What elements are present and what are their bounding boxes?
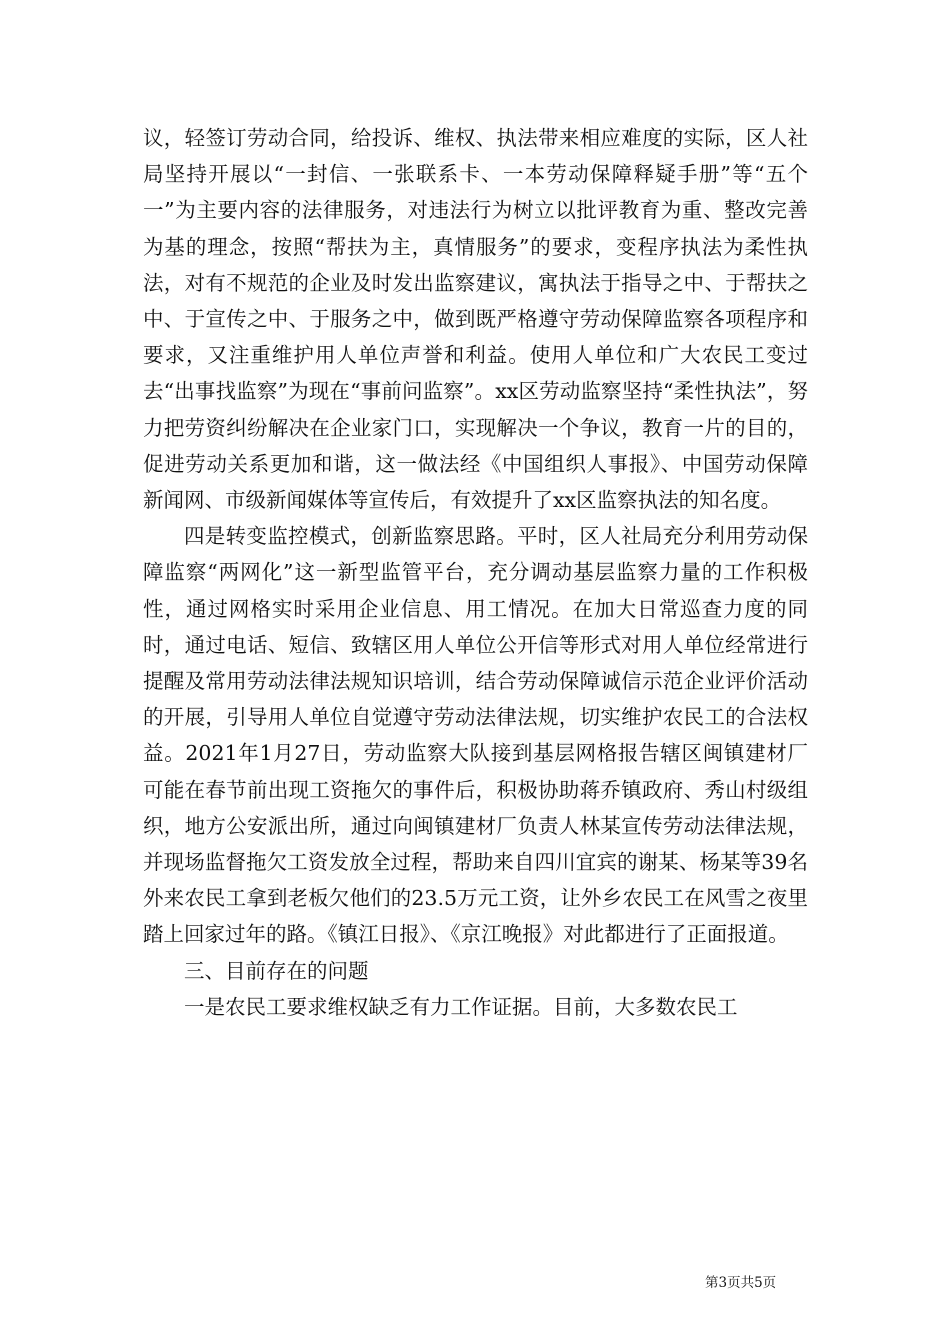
paragraph-point-four: 四是转变监控模式，创新监察思路。平时，区人社局充分利用劳动保障监察“两网化”这一新型监管平台，充分调动基层监察力量的工作积极性，通过网格实时采用企业信息、用工情况。在加大日常巡查力度的同时，通过电话、短信、致辖区用人单位公开信等形式对用人单位经常进行提醒及常用劳动法律法规知识培训，结合劳动保障诚信示范企业评价活动的开展，引导用人单位自觉遵守劳动法律法规，切实维护农民工的合法权益。2021年1月27日，劳动监察大队接到基层网格报告辖区闽镇建材厂可能在春节前出现工资拖欠的事件后，积极协助蒋乔镇政府、秀山村级组织，地方公安派出所，通过向闽镇建材厂负责人林某宣传劳动法律法规，并现场监督拖欠工资发放全过程，帮助来自四川宜宾的谢某、杨某等39名外来农民工拿到老板欠他们的23.5万元工资，让外乡农民工在风雪之夜里踏上回家过年的路。《镇江日报》、《京江晚报》对此都进行了正面报道。	[143, 524, 808, 947]
paragraph-point-one: 一是农民工要求维权缺乏有力工作证据。目前，大多数农民工	[184, 994, 738, 1019]
document-body	[143, 120, 808, 1025]
section-heading-problems: 三、目前存在的问题	[184, 958, 369, 983]
page-number-footer: 第3页共5页	[705, 1275, 777, 1291]
paragraph-continuation: 议，轻签订劳动合同，给投诉、维权、执法带来相应难度的实际，区人社局坚持开展以“一封信、一张联系卡、一本劳动保障释疑手册”等“五个一”为主要内容的法律服务，对违法行为树立以批评教育为重、整改完善为基的理念，按照“帮扶为主，真情服务”的要求，变程序执法为柔性执法，对有不规范的企业及时发出监察建议，寓执法于指导之中、于帮扶之中、于宣传之中、于服务之中，做到既严格遵守劳动保障监察各项程序和要求，又注重维护用人单位声誉和利益。使用人单位和广大农民工变过去“出事找监察”为现在“事前问监察”。xx区劳动监察坚持“柔性执法”，努力把劳资纠纷解决在企业家门口，实现解决一个争议，教育一片的目的，促进劳动关系更加和谐，这一做法经《中国组织人事报》、中国劳动保障新闻网、市级新闻媒体等宣传后，有效提升了xx区监察执法的知名度。	[143, 126, 808, 513]
